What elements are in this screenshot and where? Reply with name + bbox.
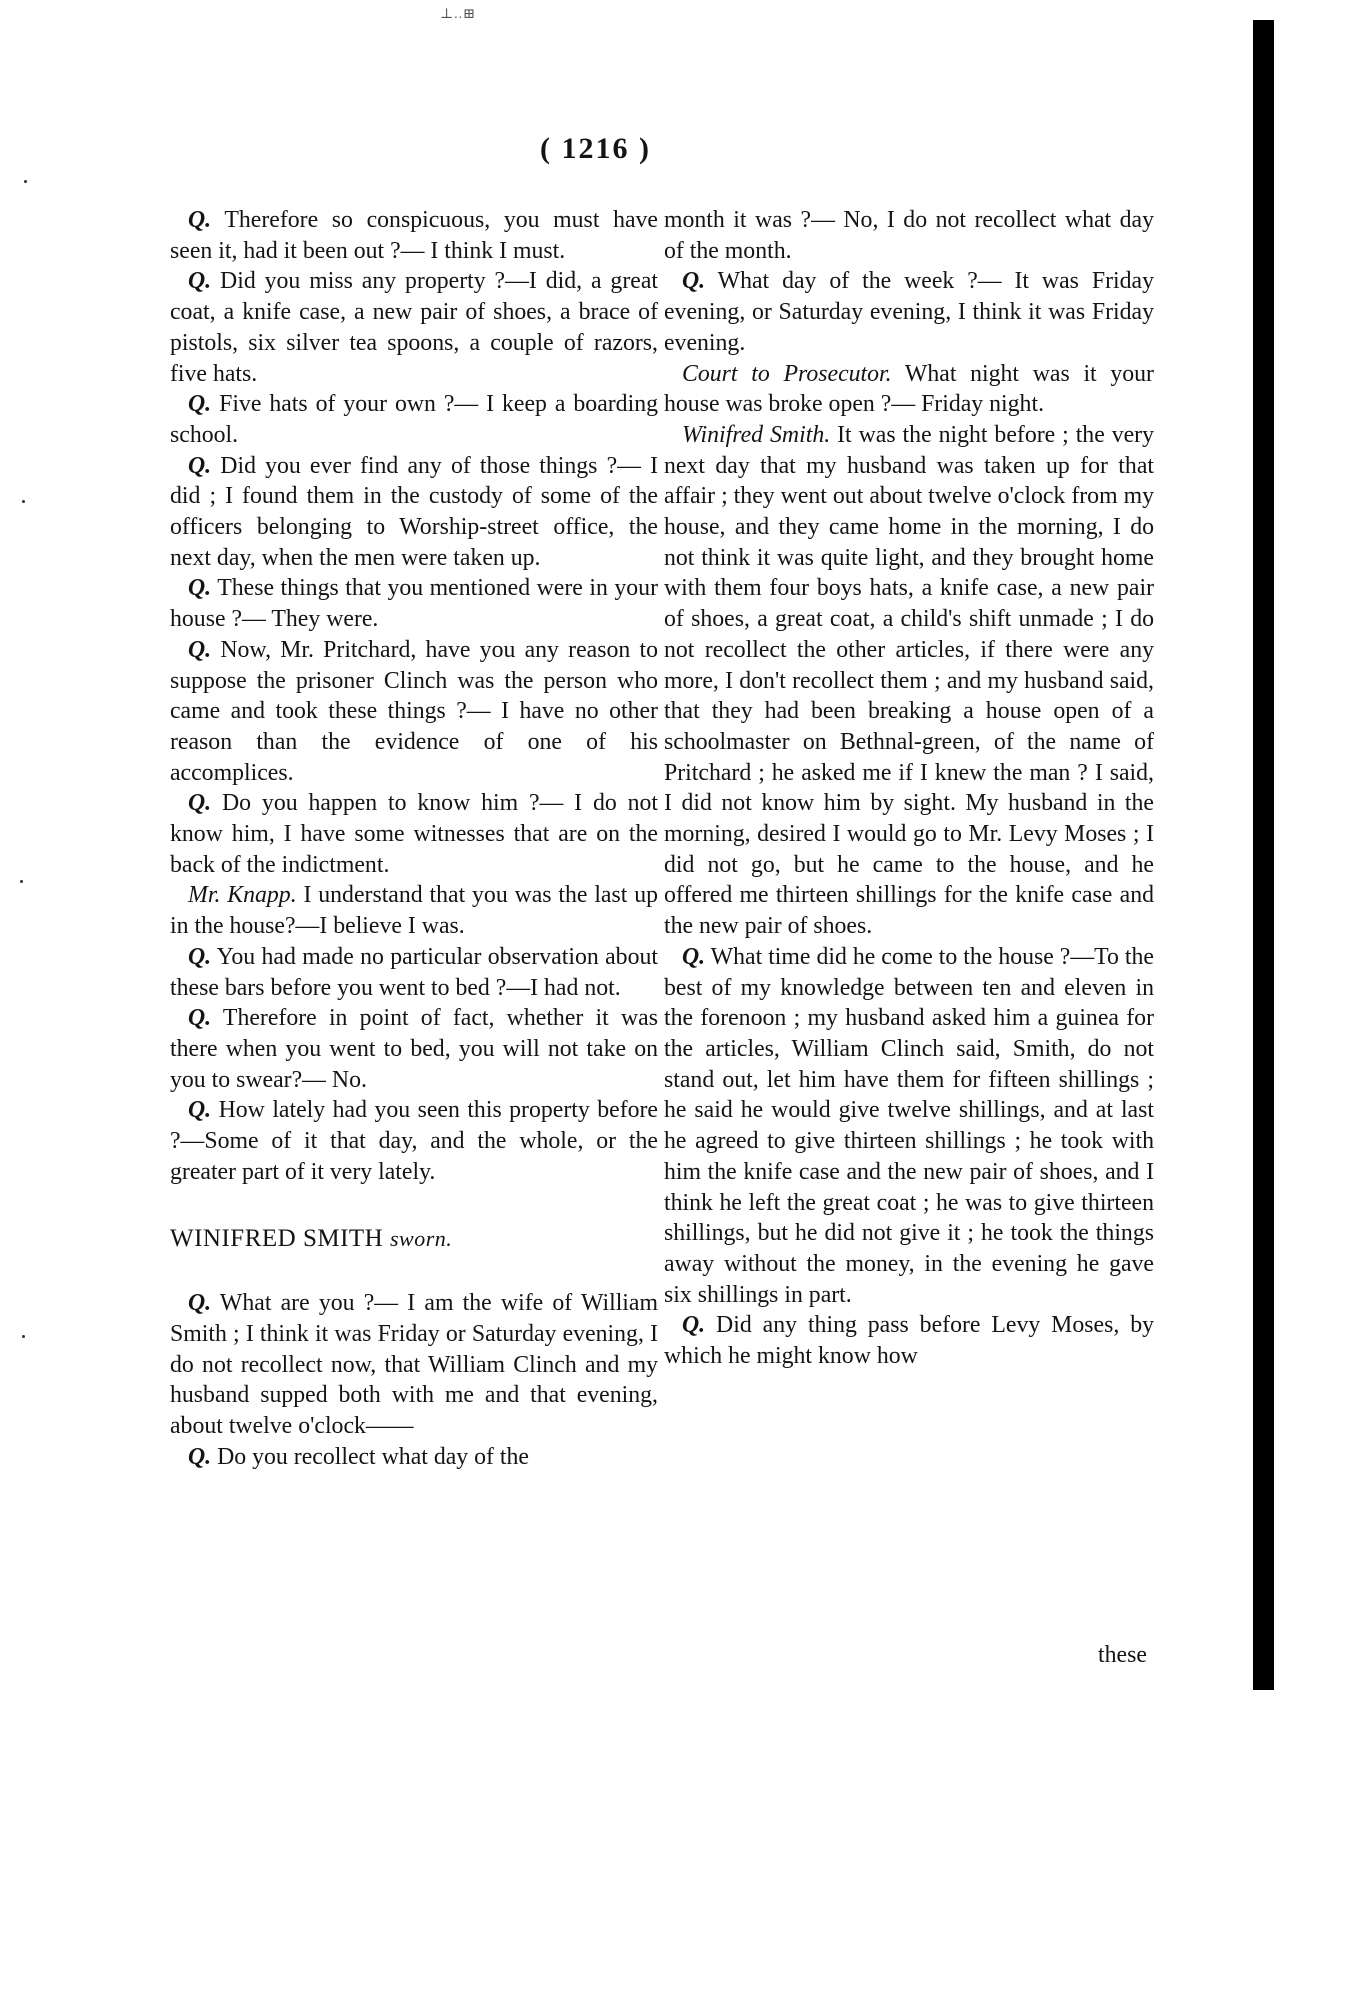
paragraph-text: Do you happen to know him ?— I do not know him, I have some witnesses that are on the back of the indictment.: [170, 790, 658, 878]
question-mark-glyph: Q.: [682, 1312, 706, 1339]
paragraph: [170, 1442, 658, 1473]
paragraph: [664, 205, 1154, 266]
paragraph-text: Therefore in point of fact, whether it was there when you went to bed, you will not take on you to swear?— No.: [170, 1005, 658, 1093]
question-mark-glyph: Q.: [188, 1290, 212, 1317]
speck: [22, 1335, 25, 1338]
paragraph-text: You had made no particular observation about these bars before you went to bed ?—I had not.: [170, 943, 658, 1001]
speaker-label: Mr. Knapp.: [188, 882, 297, 909]
witness-heading: [170, 1224, 658, 1255]
speaker-label: Court to Prosecutor.: [682, 360, 892, 387]
paragraph-text: Do you recollect what day of the: [211, 1443, 529, 1470]
paragraph-text: Five hats of your own ?— I keep a boarding school.: [170, 391, 658, 448]
page-number: ( 1216 ): [540, 132, 651, 165]
question-mark-glyph: Q.: [682, 943, 706, 970]
catchword: these: [1098, 1642, 1147, 1668]
question-mark-glyph: Q.: [188, 268, 212, 295]
question-mark-glyph: Q.: [188, 1097, 212, 1124]
paragraph: [170, 635, 658, 789]
paragraph-text: Therefore so conspicuous, you must have seen it, had it been out ?— I think I must.: [170, 207, 658, 264]
paragraph: [664, 359, 1154, 420]
left-column: [170, 205, 658, 1472]
paragraph: [664, 266, 1154, 358]
speaker-label: Winifred Smith.: [682, 421, 831, 448]
question-mark-glyph: Q.: [188, 391, 212, 418]
question-mark-glyph: Q.: [188, 207, 212, 233]
speck: [22, 500, 25, 503]
paragraph: [170, 451, 658, 574]
right-column: [664, 205, 1154, 1372]
paragraph: [170, 1288, 658, 1442]
sworn-label: sworn.: [390, 1225, 453, 1251]
paragraph-text: I understand that you was the last up in the house?—I believe I was.: [170, 882, 659, 940]
page-edge-shadow: [1253, 20, 1274, 1690]
paragraph: [664, 420, 1154, 942]
speck: [20, 880, 23, 883]
paragraph-text: What day of the week ?— It was Friday evening, or Saturday evening, I think it was Friday evening.: [664, 268, 1154, 356]
question-mark-glyph: Q.: [188, 790, 212, 817]
speck: [24, 180, 27, 183]
paragraph-text: What time did he come to the house ?—To the best of my knowledge between ten and eleven in the forenoon ; my husband asked him a guinea for the articles, William Clinch said, Smith, do not stand out, let him have them for fifteen shillings ; he said he would give twelve shillings, and at last he agreed to give thirteen shillings ; he took with him the knife case and the new pair of shoes, and I think he left the great coat ; he was to give thirteen shillings, but he did not give it ; he took the things away without the money, in the evening he gave six shillings in part.: [664, 943, 1154, 1308]
top-mark: ⊥..⊞: [440, 7, 476, 22]
paragraph: [664, 1310, 1154, 1371]
paragraph-text: How lately had you seen this property before ?—Some of it that day, and the whole, or the greater part of it very lately.: [170, 1097, 658, 1185]
paragraph: [170, 880, 658, 941]
paragraph: [170, 389, 658, 450]
paragraph: [170, 1003, 658, 1095]
paragraph-text: What are you ?— I am the wife of William Smith ; I think it was Friday or Saturday evening, I do not recollect now, that William Clinch and my husband supped both with me and that evening, about twelve o'clock——: [170, 1290, 658, 1440]
paragraph-text: Did you miss any property ?—I did, a great coat, a knife case, a new pair of shoes, a brace of pistols, six silver tea spoons, a couple of razors, five hats.: [170, 268, 658, 387]
question-mark-glyph: Q.: [188, 1005, 212, 1032]
question-mark-glyph: Q.: [188, 452, 212, 479]
question-mark-glyph: Q.: [188, 575, 212, 602]
paragraph: [170, 942, 658, 1003]
paragraph: [170, 788, 658, 880]
question-mark-glyph: Q.: [682, 268, 706, 295]
paragraph-text: Did you ever find any of those things ?— I did ; I found them in the custody of some of the officers belonging to Worship-street office, the next day, when the men were taken up.: [170, 452, 658, 571]
paragraph-text: month it was ?— No, I do not recollect what day of the month.: [664, 207, 1154, 264]
paragraph-text: It was the night before ; the very next day that my husband was taken up for that affair ; they went out about twelve o'clock from my house, and they came home in the morning, I do not think it was quite light, and they brought home with them four boys hats, a knife case, a new pair of shoes, a great coat, a child's shift unmade ; I do not recollect the other articles, if there were any more, I don't recollect them ; and my husband said, that they had been breaking a house open of a schoolmaster on Bethnal-green, of the name of Pritchard ; he asked me if I knew the man ? I said, I did not know him by sight. My husband in the morning, desired I would go to Mr. Levy Moses ; I did not go, but he came to the house, and he offered me thirteen shillings for the knife case and the new pair of shoes.: [664, 421, 1154, 940]
paragraph: [664, 942, 1154, 1310]
paragraph: [170, 1095, 658, 1187]
paragraph-text: Now, Mr. Pritchard, have you any reason to suppose the prisoner Clinch was the person who came and took these things ?— I have no other reason than the evidence of one of his accomplices.: [170, 636, 658, 786]
question-mark-glyph: Q.: [188, 1443, 212, 1470]
paragraph-text: Did any thing pass before Levy Moses, by which he might know how: [664, 1312, 1154, 1370]
paragraph: [170, 266, 658, 389]
witness-name: WINIFRED SMITH: [170, 1224, 384, 1252]
paragraph: [170, 205, 658, 266]
question-mark-glyph: Q.: [188, 636, 212, 663]
paragraph: [170, 573, 658, 634]
question-mark-glyph: Q.: [188, 943, 212, 970]
paragraph-text: What night was it your house was broke open ?— Friday night.: [664, 360, 1154, 418]
paragraph-text: These things that you mentioned were in your house ?— They were.: [170, 575, 658, 633]
